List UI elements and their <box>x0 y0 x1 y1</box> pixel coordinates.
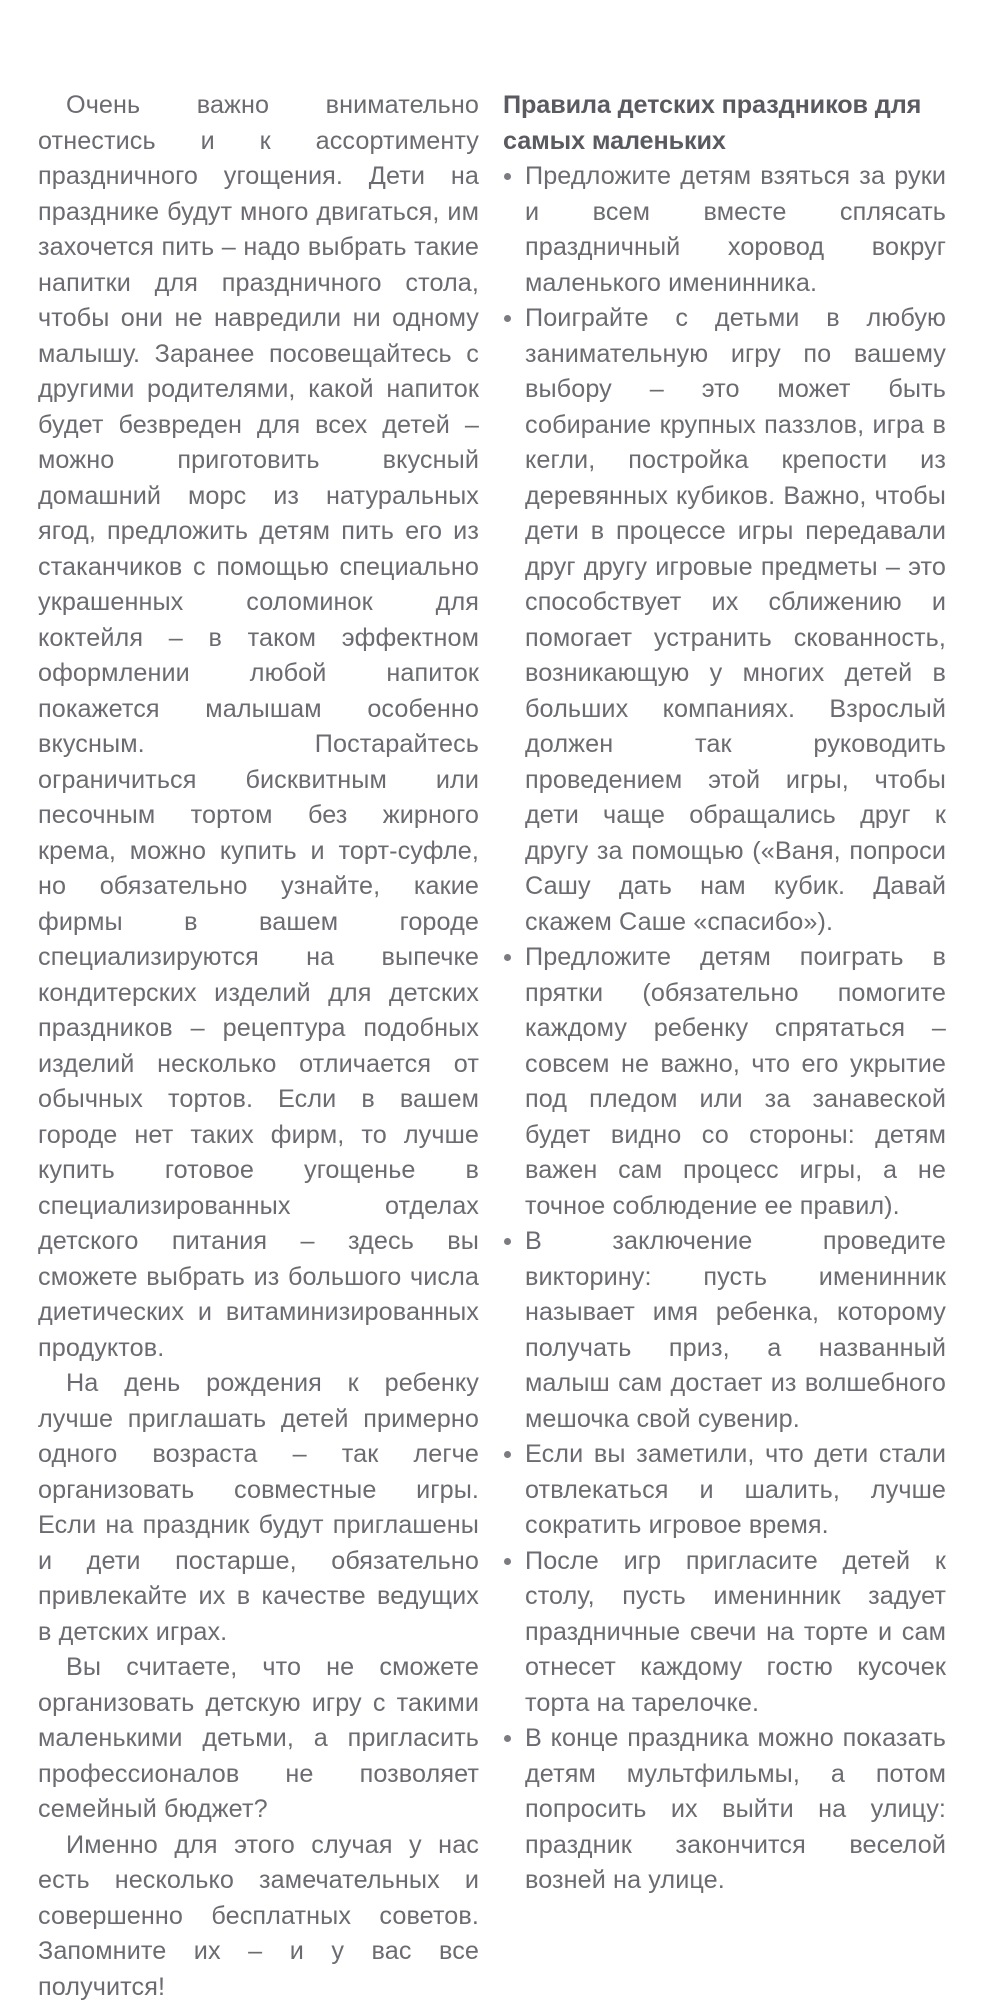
list-item <box>503 1437 946 1544</box>
list-item-text: В заключение проведите викторину: пусть именинник называет имя ребенка, которому получать приз, а названный малыш сам достает из волшебного мешочка свой сувенир. <box>525 1224 946 1437</box>
paragraph: На день рождения к ребенку лучше приглашать детей примерно одного возраста – так легче организовать совместные игры. Если на праздник будут приглашены и дети постарше, обязательно привлекайте их в качестве ведущих в детских играх. <box>38 1366 479 1650</box>
bullet-dot-icon <box>504 954 511 961</box>
paragraph: Очень важно внимательно отнестись и к ассортименту праздничного угощения. Дети на празднике будут много двигаться, им захочется пить – надо выбрать такие напитки для праздничного стола, чтобы они не навредили ни одному малышу. Заранее посовещайтесь с другими родителями, какой напиток будет безвреден для всех детей – можно приготовить вкусный домашний морс из натуральных ягод, предложить детям пить его из стаканчиков с помощью специально украшенных соломинок для коктейля – в таком эффектном оформлении любой напиток покажется малышам особенно вкусным. Постарайтесь ограничиться бисквитным или песочным тортом без жирного крема, можно купить и торт-суфле, но обязательно узнайте, какие фирмы в вашем городе специализируются на выпечке кондитерских изделий для детских праздников – рецептура подобных изделий несколько отличается от обычных тортов. Если в вашем городе нет таких фирм, то лучше купить готовое угощенье в специализированных отделах детского питания – здесь вы сможете выбрать из большого числа диетических и витаминизированных продуктов. <box>38 88 479 1366</box>
bullet-dot-icon <box>504 1558 511 1565</box>
rules-bullet-list <box>503 159 946 1899</box>
paragraph: Вы считаете, что не сможете организовать детскую игру с такими маленькими детьми, а пригласить профессионалов не позволяет семейный бюджет? <box>38 1650 479 1828</box>
list-item-text: Предложите детям взяться за руки и всем вместе сплясать праздничный хоровод вокруг маленького именинника. <box>525 159 946 301</box>
list-item <box>503 159 946 301</box>
left-text-column <box>38 88 479 2005</box>
list-item-text: Если вы заметили, что дети стали отвлекаться и шалить, лучше сократить игровое время. <box>525 1437 946 1544</box>
bullet-dot-icon <box>504 315 511 322</box>
list-item <box>503 301 946 940</box>
bullet-dot-icon <box>504 1451 511 1458</box>
list-item-text: В конце праздника можно показать детям мультфильмы, а потом попросить их выйти на улицу: праздник закончится веселой возней на улице. <box>525 1721 946 1899</box>
bullet-dot-icon <box>504 173 511 180</box>
list-item-text: После игр пригласите детей к столу, пусть именинник задует праздничные свечи на торте и сам отнесет каждому гостю кусочек торта на тарелочке. <box>525 1544 946 1722</box>
section-heading: Правила детских праздников для самых маленьких <box>503 88 946 159</box>
paragraph: Именно для этого случая у нас есть несколько замечательных и совершенно бесплатных советов. Запомните их – и у вас все получится! <box>38 1828 479 2005</box>
list-item-text: Предложите детям поиграть в прятки (обязательно помогите каждому ребенку спрятаться – совсем не важно, что его укрытие под пледом или за занавеской будет видно со стороны: детям важен сам процесс игры, а не точное соблюдение ее правил). <box>525 940 946 1224</box>
list-item <box>503 1224 946 1437</box>
list-item <box>503 1544 946 1722</box>
bullet-dot-icon <box>504 1735 511 1742</box>
bullet-dot-icon <box>504 1238 511 1245</box>
list-item <box>503 1721 946 1899</box>
right-text-column <box>503 88 946 1899</box>
list-item <box>503 940 946 1224</box>
list-item-text: Поиграйте с детьми в любую занимательную игру по вашему выбору – это может быть собирание крупных паззлов, игра в кегли, постройка крепости из деревянных кубиков. Важно, чтобы дети в процессе игры передавали друг другу игровые предметы – это способствует их сближению и помогает устранить скованность, возникающую у многих детей в больших компаниях. Взрослый должен так руководить проведением этой игры, чтобы дети чаще обращались друг к другу за помощью («Ваня, попроси Сашу дать нам кубик. Давай скажем Саше «спасибо»). <box>525 301 946 940</box>
